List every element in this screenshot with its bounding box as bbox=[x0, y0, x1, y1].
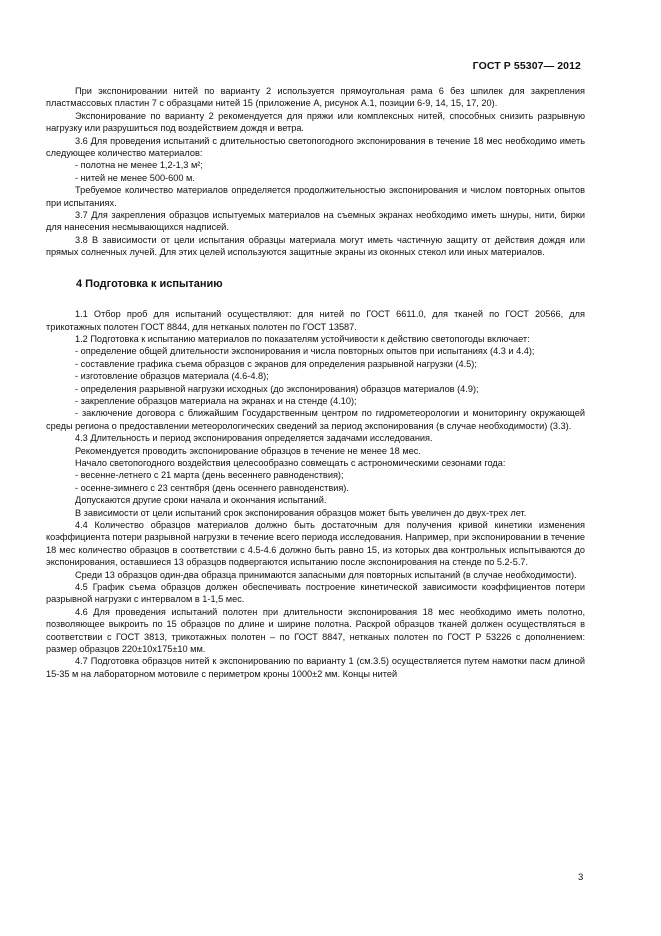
paragraph: Требуемое количество материалов определяется продолжительностью экспонирования и числом повторных опытов при испытаниях. bbox=[46, 185, 585, 208]
list-item: - весенне-летнего с 21 марта (день весеннего равноденствия); bbox=[75, 470, 344, 481]
paragraph: 3.7 Для закрепления образцов испытуемых материалов на съемных экранах необходимо иметь шнуры, нити, бирки для нанесения несмывающихся надписей. bbox=[46, 210, 585, 233]
list-item: - закрепление образцов материала на экранах и на стенде (4.10); bbox=[75, 395, 357, 406]
section-heading: 4 Подготовка к испытанию bbox=[76, 277, 223, 290]
paragraph: 3.8 В зависимости от цели испытания образцы материала могут иметь частичную защиту от действия дождя или прямых солнечных лучей. Для этих целей используются защитные экраны из оконных стекол или иных материалов. bbox=[46, 234, 585, 258]
paragraph: 4.7 Подготовка образцов нитей к экспонированию по варианту 1 (см.3.5) осуществляется путем намотки пасм длиной 15-35 м на лабораторном мотовиле с периметром кроны 1000±2 мм. Концы нитей bbox=[46, 656, 585, 679]
list-item: - нитей не менее 500-600 м. bbox=[75, 172, 195, 183]
list-item: - осенне-зимнего с 23 сентября (день осеннего равноденствия). bbox=[75, 482, 349, 493]
list-item: - изготовление образцов материала (4.6-4.8); bbox=[75, 371, 269, 382]
list-item: - определение общей длительности экспонирования и числа повторных опытов при испытаниях (4.3 и 4.4); bbox=[75, 346, 535, 357]
paragraph: 1.1 Отбор проб для испытаний осуществляют: для нитей по ГОСТ 6611.0, для тканей по ГОСТ 20566, для трикотажных полотен ГОСТ 8844, для нетканых полотен по ГОСТ 13587. bbox=[46, 309, 585, 332]
paragraph: В зависимости от цели испытаний срок экспонирования образцов может быть увеличен до двух-трех лет. bbox=[75, 507, 527, 518]
paragraph: 4.5 График съема образцов должен обеспечивать построение кинетической зависимости коэффициентов потери разрывной нагрузки с интервалом в 1-1,5 мес. bbox=[46, 582, 585, 605]
page-number: 3 bbox=[578, 872, 584, 883]
paragraph: 4.6 Для проведения испытаний полотен при длительности экспонирования 18 мес необходимо иметь полотно, позволяющее выкроить по 15 образцов по длине и ширине полотна. Раскрой образцов тканей должен осуществляться в соответствии с ГОСТ 3813, трикотажных полотен – по ГОСТ 8847, нетканых полотен по ГОСТ Р 53226 с дополнением: размер образцов 220±10х175±10 мм. bbox=[46, 606, 585, 655]
paragraph: 4.3 Длительность и период экспонирования определяется задачами исследования. bbox=[75, 433, 433, 444]
document-body bbox=[46, 85, 585, 680]
paragraph: Экспонирование по варианту 2 рекомендуется для пряжи или комплексных нитей, способных снизить разрывную нагрузку или разрушиться под воздействием дождя и ветра. bbox=[46, 110, 585, 134]
paragraph: 4.4 Количество образцов материалов должно быть достаточным для получения кривой кинетики изменения коэффициента потери разрывной нагрузки в течение всего периода исследования. Например, при экспонировании в течение 18 мес количество образцов в соответствии с 4.5-4.6 должно быть равно 15, из которых два контрольных испытываются до экспонирования, оставшиеся 13 образцов подвергаются испытанию после экспонирования на стенде по 5.2-5.7. bbox=[46, 520, 585, 568]
paragraph: 1.2 Подготовка к испытанию материалов по показателям устойчивости к действию светопогоды включает: bbox=[75, 333, 530, 344]
paragraph: Среди 13 образцов один-два образца принимаются запасными для повторных испытаний (в случае необходимости). bbox=[75, 569, 577, 580]
paragraph: Рекомендуется проводить экспонирование образцов в течение не менее 18 мес. bbox=[75, 445, 421, 456]
list-item: - определения разрывной нагрузки исходных (до экспонирования) образцов материалов (4.9); bbox=[75, 383, 479, 394]
list-item: - полотна не менее 1,2-1,3 м²; bbox=[75, 160, 203, 171]
paragraph: Начало светопогодного воздействия целесообразно совмещать с астрономическими сезонами года: bbox=[75, 457, 506, 468]
list-item: - составление графика съема образцов с экранов для определения разрывной нагрузки (4.5); bbox=[75, 358, 477, 369]
document-code: ГОСТ Р 55307— 2012 bbox=[472, 60, 581, 72]
paragraph: При экспонировании нитей по варианту 2 используется прямоугольная рама 6 без шпилек для закрепления пластмассовых пластин 7 с образцами нитей 15 (приложение А, рисунок А.1, позиции 6-9, 14, 15, 17, 20). bbox=[46, 86, 585, 109]
paragraph: Допускаются другие сроки начала и окончания испытаний. bbox=[75, 495, 327, 506]
list-item: - заключение договора с ближайшим Государственным центром по гидрометеорологии и мониторингу окружающей среды региона о предоставлении метеорологических сведений за период экспонирования (в случае необходимости) (3.3). bbox=[46, 408, 585, 431]
paragraph: 3.6 Для проведения испытаний с длительностью светопогодного экспонирования в течение 18 мес необходимо иметь следующее количество материалов: bbox=[46, 135, 585, 159]
